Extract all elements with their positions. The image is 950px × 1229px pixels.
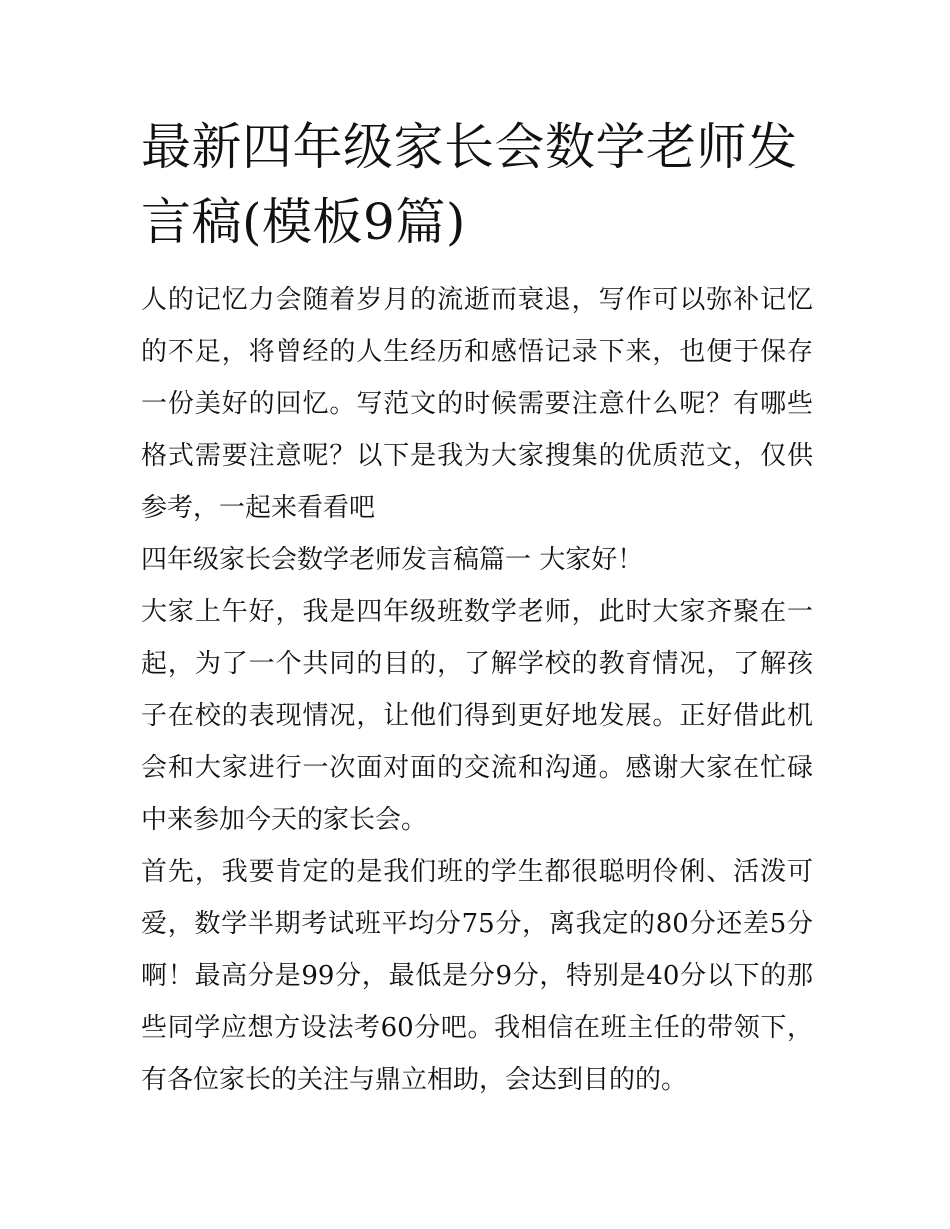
intro-paragraph: 人的记忆力会随着岁月的流逝而衰退，写作可以弥补记忆的不足，将曾经的人生经历和感悟记录下来，也便于保存一份美好的回忆。写范文的时候需要注意什么呢？有哪些格式需要注意呢？以下是我为大家搜集的优质范文，仅供参考，一起来看看吧: [141, 285, 813, 523]
document-title: 最新四年级家长会数学老师发言稿(模板9篇): [141, 118, 798, 251]
document-body: [141, 110, 813, 1106]
scores-paragraph: 首先，我要肯定的是我们班的学生都很聪明伶俐、活泼可爱，数学半期考试班平均分75分，离我定的80分还差5分啊！最高分是99分，最低是分9分，特别是40分以下的那些同学应想方设法考60分吧。我相信在班主任的带领下，有各位家长的关注与鼎立相助，会达到目的的。: [141, 857, 813, 1095]
greeting-paragraph: 大家上午好，我是四年级班数学老师，此时大家齐聚在一起，为了一个共同的目的，了解学校的教育情况，了解孩子在校的表现情况，让他们得到更好地发展。正好借此机会和大家进行一次面对面的交流和沟通。感谢大家在忙碌中来参加今天的家长会。: [141, 597, 813, 835]
section-heading: 四年级家长会数学老师发言稿篇一 大家好！: [141, 545, 644, 575]
